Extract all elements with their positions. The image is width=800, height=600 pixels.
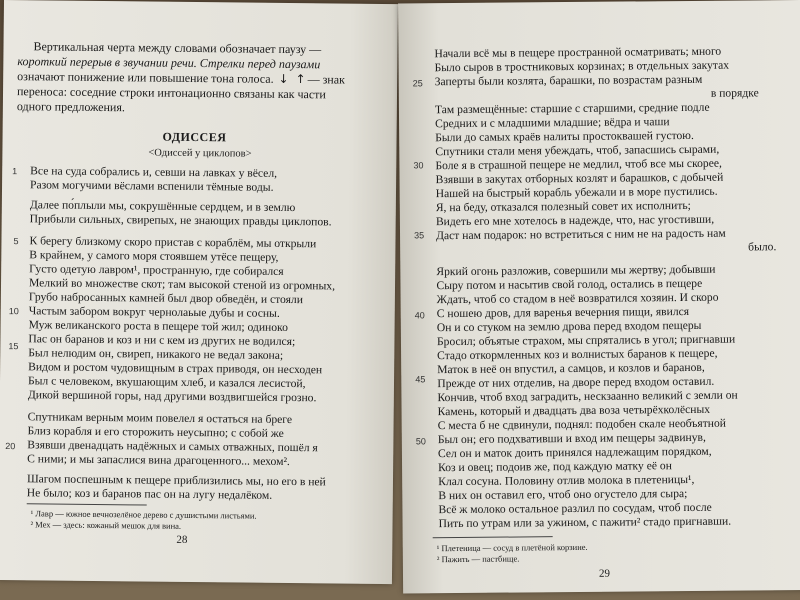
verse-line: Прибыли сильных, свирепых, не знающих правды циклопов. [29, 212, 332, 229]
verse-line: Всё ж молоко остальное разлил по сосудам, чтоб после [438, 500, 712, 517]
intro-line-5: одного предложения. [16, 99, 125, 115]
verse-line: К берегу близкому скоро пристав с кораблём, мы открыли [29, 234, 317, 251]
verse-line: Грубо набросанных камней был двор обведён, и стояли [28, 290, 304, 307]
footnote-divider [433, 536, 553, 538]
verse-line: Кончив, чтоб вход заградить, нескзаанно великий с земли он [437, 388, 738, 405]
verse-line: Ждать, чтоб со стадом в неё возвратился хозяин. И скоро [436, 290, 719, 307]
verse-line: Средних и с младшими младшие; вёдра и чаши [435, 115, 670, 131]
footnote: ² Пажить — пастбище. [436, 553, 520, 565]
arrow-down-icon: ↓ [278, 71, 289, 86]
intro-line-2: короткий перерыв в звучании речи. Стрелки перед паузами [17, 54, 321, 72]
footnote-divider [27, 503, 147, 505]
line-number: 30 [413, 160, 424, 171]
verse-line: Был нелюдим он, свиреп, никакого не ведал закона; [28, 346, 284, 362]
verse-line: Пас он баранов и коз и ни с кем из других не водился; [28, 332, 296, 349]
footnote: ² Мех — здесь: кожаный мешок для вина. [30, 519, 182, 531]
verse-line: Клал сосуна. Половину отлив молока в плетеницы¹, [438, 472, 695, 489]
page-number: 28 [176, 533, 188, 546]
verse-line: Далее по́плыли мы, сокрушённые сердцем, и в землю [29, 198, 296, 215]
verse-line: Был с человеком, вкушающим хлеб, и казался лесистой, [27, 374, 306, 391]
verse-line: Сыру потом и насытив свой голод, остались в пещере [436, 276, 703, 293]
verse-line: В крайнем, у самого моря стоявшем утёсе пещеру, [29, 248, 279, 264]
verse-line: Взявши в закутах отборных козлят и барашков, с добычей [435, 170, 724, 187]
right-page [398, 0, 800, 593]
verse-line: Мелкий во множестве скот; там высокой стеной из огромных, [28, 276, 336, 293]
intro-line-4: переноса: соседние строки интонационно связаны как части [16, 84, 326, 102]
verse-line: Маток в неё он впустил, а самцов, и козлов и баранов, [437, 360, 705, 377]
verse-line: Коз и овец; подоив же, под каждую матку её он [438, 459, 672, 475]
poem-title: ОДИССЕЯ [162, 129, 227, 145]
verse-line: Он и со стуком на землю дрова перед входом пещеры [436, 318, 702, 335]
line-number: 40 [414, 310, 425, 321]
verse-line: Пить по утрам или за ужином, с пажити² стадо пригнавши. [438, 514, 732, 531]
verse-line: Муж великанского роста в пещере той жил; одиноко [28, 318, 288, 334]
line-number: 15 [8, 341, 19, 352]
verse-line: Не было; коз и баранов пас он на лугу недалёком. [26, 486, 273, 502]
verse-line: Заперты были козлята, барашки, по возрастам разным [434, 72, 703, 89]
verse-line: Все на суда собрались и, севши на лавках у вёсел, [30, 164, 278, 180]
verse-line-continuation: было. [748, 240, 777, 254]
footnote: ¹ Лавр — южное вечнозелёное дерево с душистыми листьями. [30, 508, 257, 521]
verse-line: Разом могучими вёслами вспенили тёмные воды. [29, 178, 274, 194]
verse-line: Камень, который и двадцать два воза четырёхколёсных [437, 402, 711, 419]
verse-line: Частым забором вокруг чернолаьые дубы и сосны. [28, 304, 280, 320]
footnote: ¹ Плетеница — сосуд в плетёной корзине. [436, 541, 588, 554]
intro-line-1: Вертикальная черта между словами обозначает паузу — [33, 39, 322, 57]
verse-line: Спутники стали меня убеждать, чтоб, запасшись сырами, [435, 142, 720, 159]
verse-line: Там размещённые: старшие с старшими, средние подле [434, 100, 710, 117]
verse-line: Боле я в страшной пещере не медлил, чтоб все мы скорее, [435, 156, 722, 173]
verse-line: Яркий огонь разложив, совершили мы жертву; добывши [436, 262, 716, 279]
line-number: 20 [5, 441, 16, 452]
verse-line: С места б не сдвинули, поднял: подобен скале необъятной [437, 416, 727, 433]
line-number: 35 [413, 230, 425, 241]
arrow-up-icon: ↑ [295, 72, 306, 87]
verse-line: Были до самых краёв налиты простоквашей густою. [435, 128, 694, 145]
poem-subtitle: <Одиссей у циклопов> [148, 147, 252, 160]
verse-line: Я, на беду, отказался полезный совет их исполнить; [435, 198, 691, 215]
verse-line: С ними; и мы запаслися вина драгоценного... мехом². [27, 452, 290, 469]
line-number: 1 [12, 166, 18, 177]
verse-line: Начали всё мы в пещере пространной осматривать; много [434, 44, 722, 61]
verse-line: В них он оставил его, чтоб оно огустело для сыра; [438, 487, 688, 503]
verse-line: Стадо откормленных коз и волнистых баранов к пещере, [437, 346, 718, 363]
line-number: 50 [415, 436, 426, 447]
verse-line: Даст нам подарок: но встретиться с ним не на радость нам [435, 226, 726, 243]
left-page [0, 0, 398, 584]
line-number: 45 [415, 374, 426, 385]
line-number: 25 [412, 78, 423, 89]
verse-line-continuation: в порядке [710, 86, 759, 100]
verse-line: Прежде от них отделив, на дворе перед входом оставил. [437, 374, 715, 391]
verse-line: Сел он и маток доить принялся надлежащим порядком, [437, 444, 712, 461]
verse-line: Спутникам верным моим повелел я остаться на бреге [27, 410, 293, 427]
verse-line: Было сыров в тростниковых корзинах; в отдельных закутах [434, 58, 730, 75]
verse-line: С ношею дров, для варенья вечерния пищи, явился [436, 304, 690, 321]
verse-line: Густо одетую лавром¹, пространную, где собирался [29, 262, 284, 278]
line-number: 5 [13, 236, 19, 247]
verse-line: Бросил; объятые страхом, мы спрятались в угол; пригнавши [436, 332, 736, 349]
verse-line: Дикой вершиной горы, над другими воздвигшейся грозно. [27, 388, 317, 405]
verse-line: Нашей на быстрый корабль убежали и в море пустились. [435, 184, 718, 201]
verse-line: Видеть его мне хотелось в надежде, что, нас угостивши, [435, 212, 715, 229]
verse-line: Видом и ростом чудовищным в страх приводя, он несходен [28, 360, 323, 377]
line-number: 10 [8, 306, 19, 317]
verse-line: Был он; его подхвативши и вход им пещеры задвинув, [437, 430, 706, 447]
verse-line: Шагом поспешным к пещере приблизились мы, но его в ней [26, 472, 326, 489]
verse-line: Взявши двенадцать надёжных и самых отважных, пошёл я [27, 438, 318, 455]
intro-line-3: означают понижение или повышение тона голоса. ↓ ↑ — знак [17, 69, 346, 87]
page-number: 29 [598, 567, 611, 580]
verse-line: Близ корабля и его сторожить неусыпно; с собой же [27, 424, 284, 440]
